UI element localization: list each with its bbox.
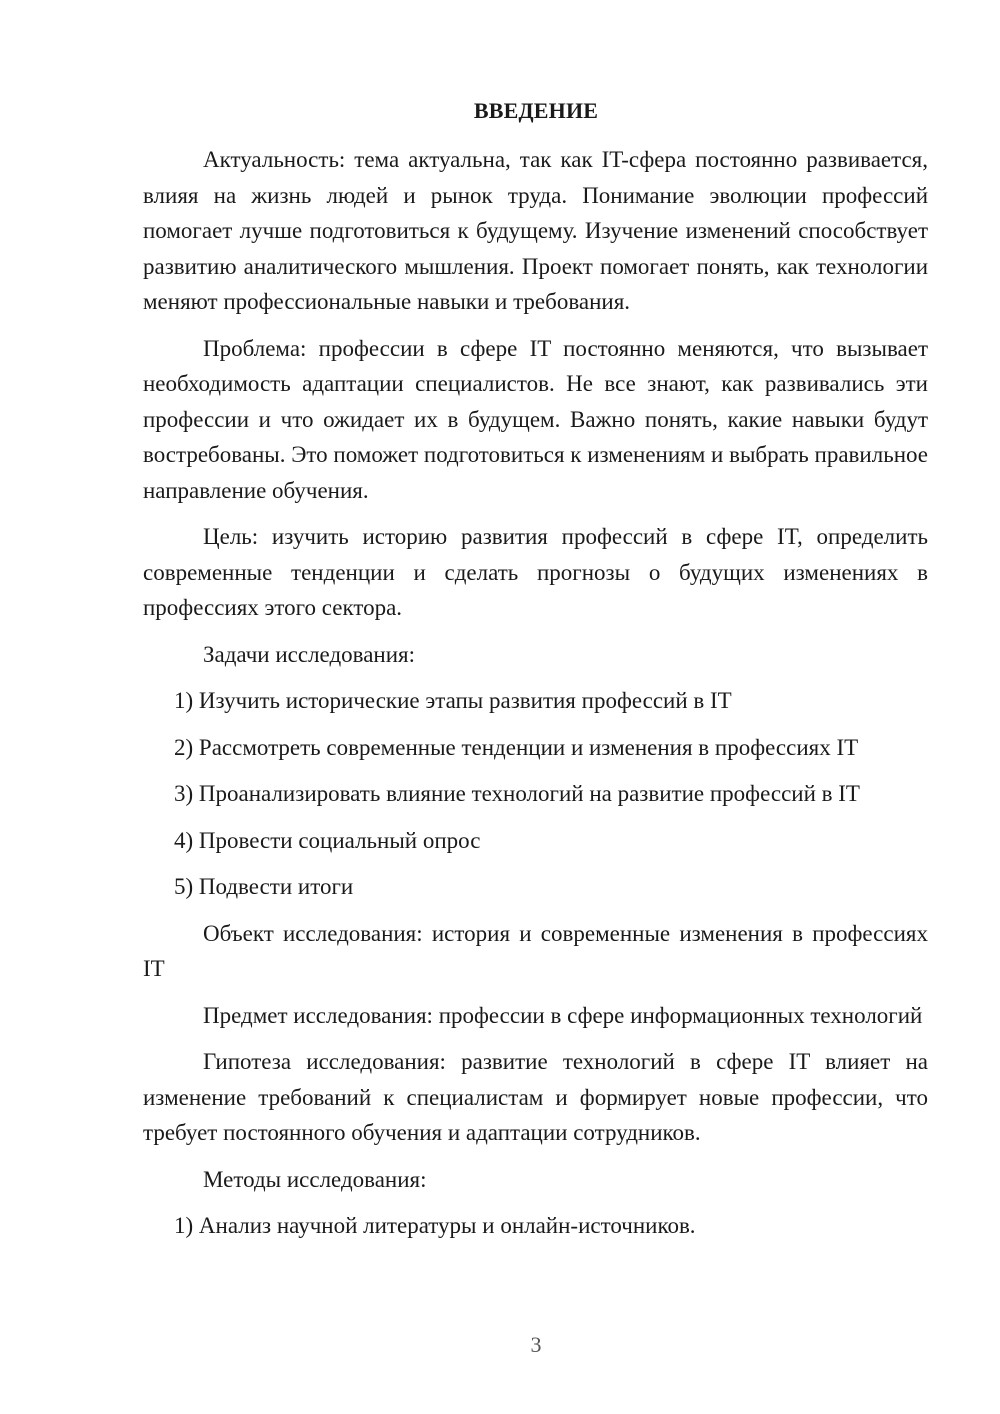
page-number: 3 <box>530 1332 542 1357</box>
relevance-paragraph: Актуальность: тема актуальна, так как IT-сфера постоянно развивается, влияя на жизнь людей и рынок труда. Понимание эволюции профессий помогает лучше подготовиться к будущему. Изучение изменений способствует развитию аналитического мышления. Проект помогает понять, как технологии меняют профессиональные навыки и требования. <box>143 147 928 314</box>
tasks-heading: Задачи исследования: <box>203 641 416 667</box>
list-item-method-1: 1) Анализ научной литературы и онлайн-источников. <box>174 1213 696 1238</box>
methods-heading: Методы исследования: <box>203 1166 427 1192</box>
list-item-task-1: 1) Изучить исторические этапы развития профессий в IT <box>174 688 732 713</box>
list-item-task-5: 5) Подвести итоги <box>174 874 354 899</box>
page-title: ВВЕДЕНИЕ <box>473 98 599 123</box>
list-item-task-3: 3) Проанализировать влияние технологий на развитие профессий в IT <box>174 781 860 806</box>
list-item-task-2: 2) Рассмотреть современные тенденции и изменения в профессиях IT <box>174 734 859 760</box>
hypothesis-paragraph: Гипотеза исследования: развитие технологий в сфере IT влияет на изменение требований к специалистам и формирует новые профессии, что требует постоянного обучения и адаптации сотрудников. <box>143 1049 928 1145</box>
list-item-task-4: 4) Провести социальный опрос <box>174 827 481 853</box>
subject-paragraph: Предмет исследования: профессии в сфере информационных технологий <box>203 1002 923 1028</box>
problem-paragraph: Проблема: профессии в сфере IT постоянно меняются, что вызывает необходимость адаптации специалистов. Не все знают, как развивались эти профессии и что ожидает их в будущем. Важно понять, какие навыки будут востребованы. Это поможет подготовиться к изменениям и выбрать правильное направление обучения. <box>143 335 928 503</box>
object-paragraph: Объект исследования: история и современные изменения в профессиях IT <box>143 920 928 981</box>
document-body <box>143 142 928 1255</box>
goal-paragraph: Цель: изучить историю развития профессий в сфере IT, определить современные тенденции и сделать прогнозы о будущих изменениях в профессиях этого сектора. <box>143 524 928 620</box>
